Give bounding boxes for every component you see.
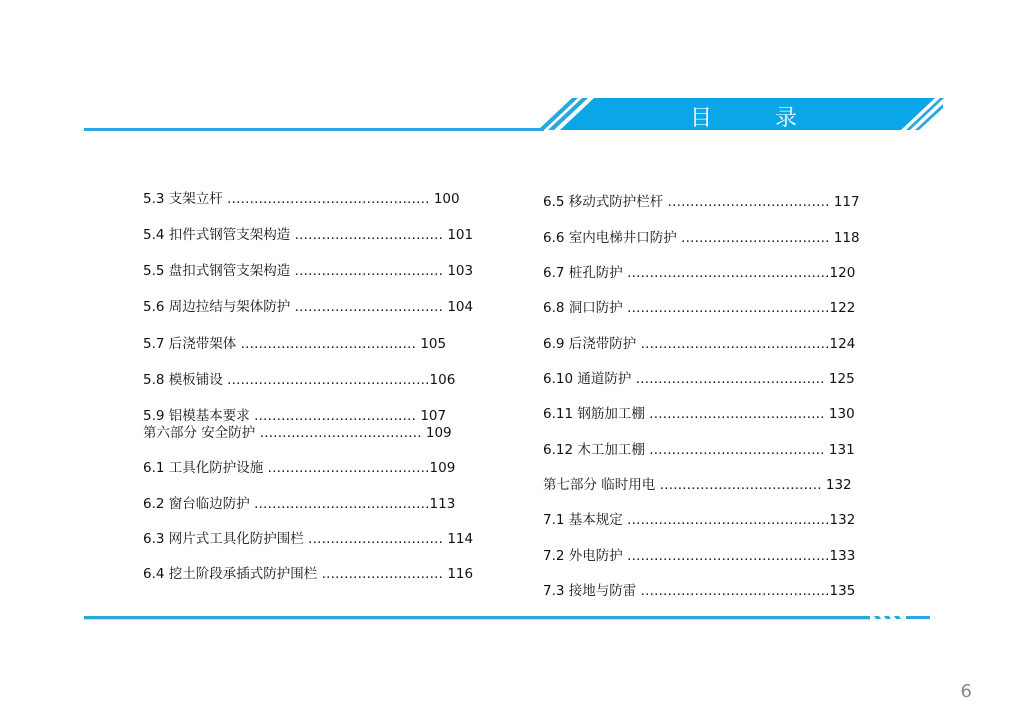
toc-entry[interactable]: 6.7 桩孔防护 ………………………………………120 [543, 265, 856, 281]
page-number: 6 [960, 681, 972, 702]
toc-entry[interactable]: 6.5 移动式防护栏杆 ……………………………… 117 [543, 194, 860, 210]
toc-entry[interactable]: 6.9 后浇带防护 ……………………………………124 [543, 336, 856, 352]
toc-entry[interactable]: 6.10 通道防护 …………………………………… 125 [543, 371, 855, 387]
toc-entry[interactable]: 5.6 周边拉结与架体防护 …………………………… 104 [143, 299, 474, 315]
toc-entry[interactable]: 5.7 后浇带架体 ………………………………… 105 [143, 336, 447, 352]
toc-entry[interactable]: 5.9 铝模基本要求 ……………………………… 107 [143, 408, 447, 424]
toc-entry[interactable]: 7.2 外电防护 ………………………………………133 [543, 548, 856, 564]
page-title: 目 录 [690, 106, 825, 131]
toc-entry[interactable]: 6.8 洞口防护 ………………………………………122 [543, 300, 856, 316]
toc-entry[interactable]: 5.3 支架立杆 ……………………………………… 100 [143, 191, 460, 207]
toc-entry[interactable]: 6.2 窗台临边防护 …………………………………113 [143, 496, 456, 512]
toc-entry[interactable]: 6.3 网片式工具化防护围栏 ………………………… 114 [143, 531, 474, 547]
toc-entry[interactable]: 5.5 盘扣式钢管支架构造 …………………………… 103 [143, 263, 474, 279]
toc-entry[interactable]: 6.11 钢筋加工棚 ………………………………… 130 [543, 406, 855, 422]
toc-section-heading[interactable]: 第七部分 临时用电 ……………………………… 132 [543, 477, 852, 493]
toc-entry[interactable]: 6.6 室内电梯井口防护 …………………………… 118 [543, 230, 860, 246]
header-underline [84, 128, 544, 131]
footer-divider [84, 612, 934, 624]
toc-entry[interactable]: 6.4 挖土阶段承插式防护围栏 ……………………… 116 [143, 566, 474, 582]
toc-entry[interactable]: 6.12 木工加工棚 ………………………………… 131 [543, 442, 855, 458]
toc-entry[interactable]: 5.4 扣件式钢管支架构造 …………………………… 101 [143, 227, 474, 243]
toc-entry[interactable]: 5.8 模板铺设 ………………………………………106 [143, 372, 456, 388]
toc-entry[interactable]: 7.1 基本规定 ………………………………………132 [543, 512, 856, 528]
toc-entry[interactable]: 7.3 接地与防雷 ……………………………………135 [543, 583, 856, 599]
toc-section-heading[interactable]: 第六部分 安全防护 ……………………………… 109 [143, 425, 452, 441]
toc-entry[interactable]: 6.1 工具化防护设施 ………………………………109 [143, 460, 456, 476]
